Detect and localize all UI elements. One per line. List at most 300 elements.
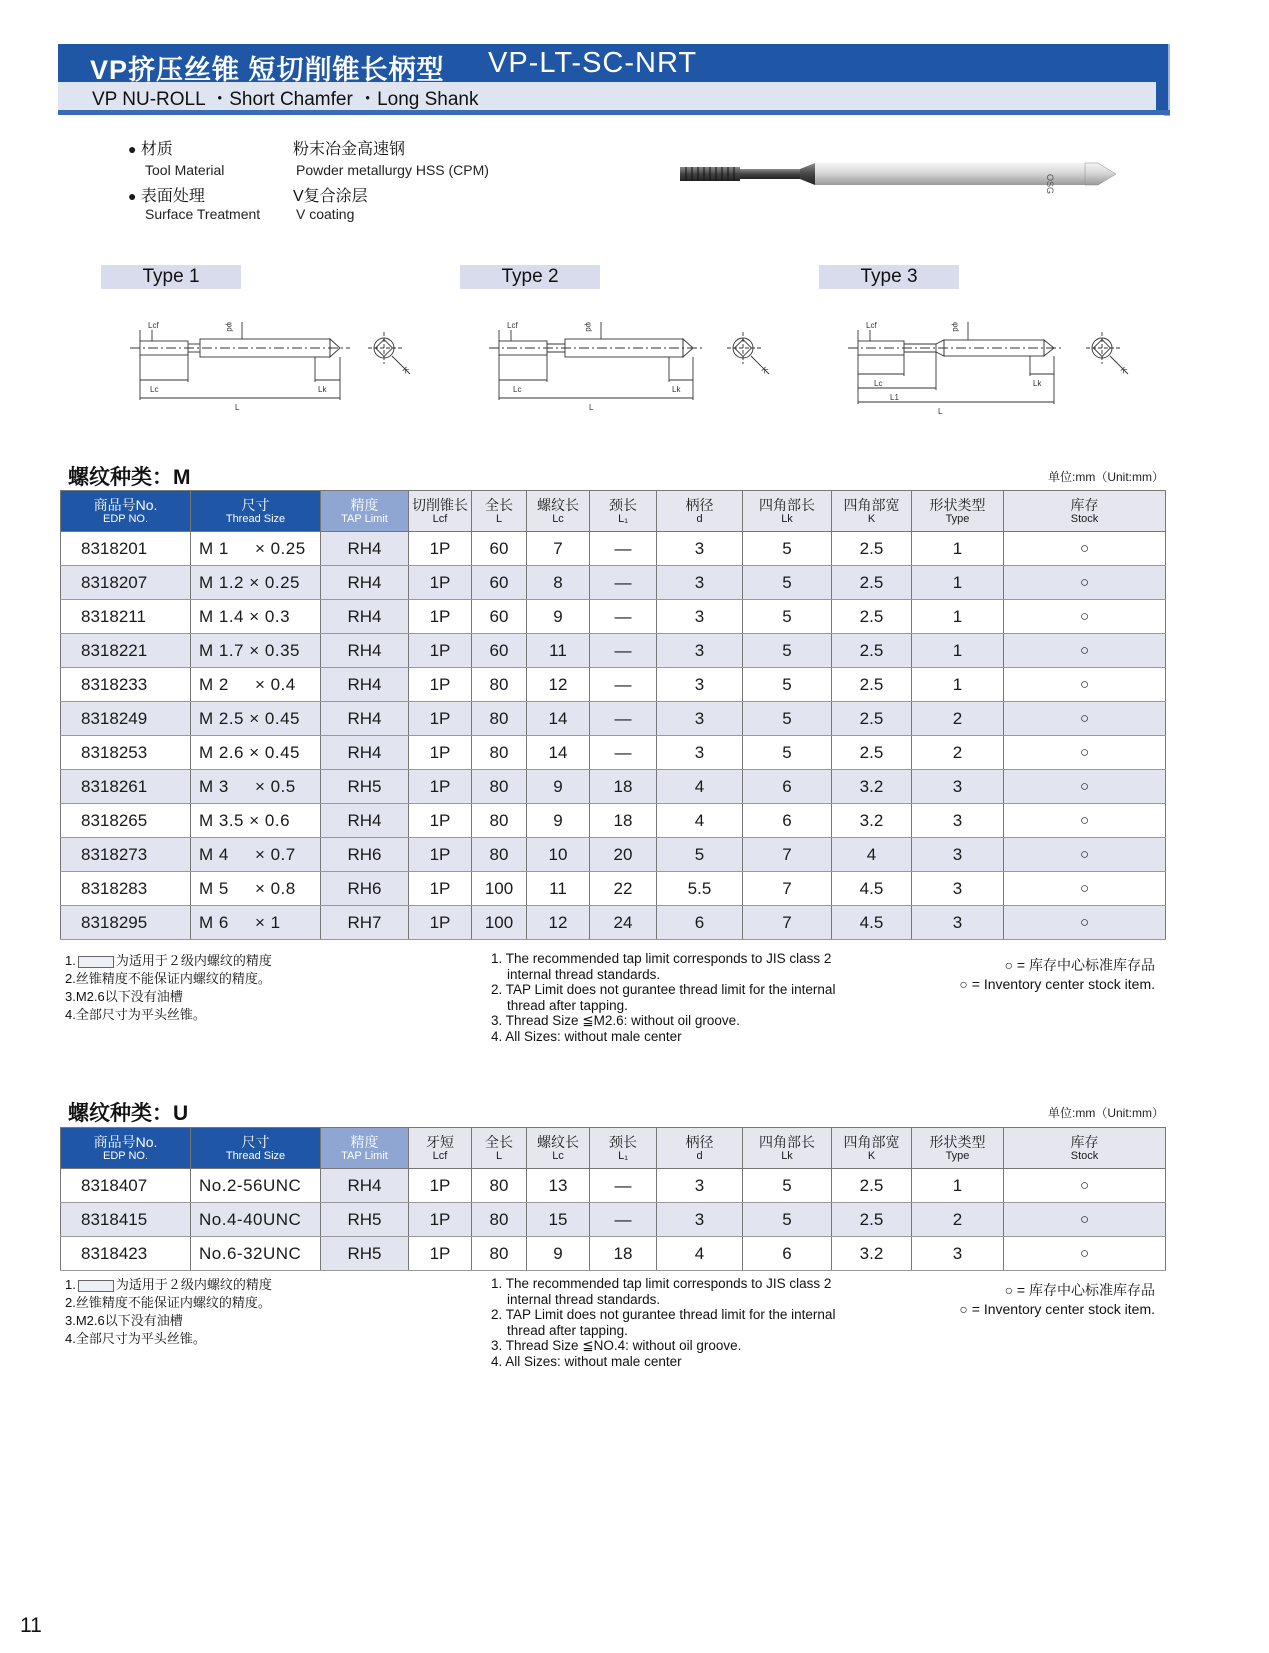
type-3-diagram: [848, 300, 1178, 420]
cell-k: 3.2: [832, 770, 912, 804]
page-number: 11: [20, 1614, 42, 1637]
tool-marking: OSG: [1045, 174, 1055, 195]
table-row: [61, 1203, 1166, 1237]
cell-l1: 20: [590, 838, 657, 872]
cell-tap-limit: RH4: [321, 532, 409, 566]
cell-tap-limit: RH6: [321, 872, 409, 906]
cell-l: 80: [472, 1237, 527, 1271]
stock-legend-en: ○ = Inventory center stock item.: [959, 1301, 1155, 1317]
cell-lc: 11: [527, 634, 590, 668]
cell-thread-size: M 3 × 0.5: [191, 770, 321, 804]
cell-edp: 8318207: [61, 566, 191, 600]
note-en: internal thread standards.: [507, 1291, 661, 1307]
cell-k: 2.5: [832, 668, 912, 702]
table-row: [61, 1169, 1166, 1203]
col-lk: 四角部长 Lk: [743, 1128, 832, 1169]
col-stock: 库存 Stock: [1004, 491, 1166, 532]
cell-lc: 11: [527, 872, 590, 906]
spec-label-en: Surface Treatment: [145, 206, 261, 222]
cell-d: 3: [657, 600, 743, 634]
cell-thread-size: M 6 × 1: [191, 906, 321, 940]
spec-value-cn: V复合涂层: [293, 188, 368, 205]
dim-lk: Lk: [672, 385, 681, 394]
note-cn: 1. 为适用于２级内螺纹的精度: [65, 953, 272, 968]
cell-tap-limit: RH6: [321, 838, 409, 872]
col-edp: 商品号No. EDP NO.: [61, 491, 191, 532]
col-d: 柄径 d: [657, 1128, 743, 1169]
cell-lcf: 1P: [409, 906, 472, 940]
table-body: [61, 532, 1166, 940]
cell-stock: ○: [1004, 770, 1166, 804]
cell-d: 6: [657, 906, 743, 940]
note-cn: 3.M2.6以下没有油槽: [65, 989, 183, 1004]
dim-l1: L1: [890, 393, 899, 402]
cell-l1: —: [590, 702, 657, 736]
spec-value-cn: 粉末冶金高速钢: [293, 141, 406, 158]
table-header-row: [61, 491, 1166, 532]
cell-tap-limit: RH4: [321, 736, 409, 770]
dim-d: φd: [584, 322, 593, 332]
table-body: [61, 1169, 1166, 1271]
note-en: 3. Thread Size ≦NO.4: without oil groove.: [491, 1338, 742, 1353]
note-cn: 4.全部尺寸为平头丝锥。: [65, 1331, 206, 1346]
table-row: [61, 906, 1166, 940]
cell-lc: 8: [527, 566, 590, 600]
notes-cn-u: [65, 1276, 272, 1348]
cell-lk: 7: [743, 838, 832, 872]
dim-k: K: [1118, 365, 1129, 376]
cell-stock: ○: [1004, 872, 1166, 906]
dim-lcf: Lcf: [866, 321, 877, 330]
cell-l1: 18: [590, 1237, 657, 1271]
cell-lk: 5: [743, 1169, 832, 1203]
dim-lc: Lc: [874, 379, 883, 388]
dim-lk: Lk: [1033, 379, 1042, 388]
cell-lk: 5: [743, 532, 832, 566]
cell-lk: 5: [743, 1203, 832, 1237]
cell-l1: —: [590, 668, 657, 702]
dim-l: L: [235, 403, 240, 412]
cell-lc: 13: [527, 1169, 590, 1203]
cell-tap-limit: RH5: [321, 1203, 409, 1237]
cell-l: 100: [472, 872, 527, 906]
page-subtitle: VP NU-ROLL ・Short Chamfer ・Long Shank: [92, 89, 479, 110]
note-en: internal thread standards.: [507, 966, 661, 982]
cell-l1: —: [590, 1203, 657, 1237]
cell-l: 80: [472, 1203, 527, 1237]
cell-k: 2.5: [832, 600, 912, 634]
cell-thread-size: M 1 × 0.25: [191, 532, 321, 566]
cell-d: 3: [657, 634, 743, 668]
cell-lc: 9: [527, 804, 590, 838]
type-1-label: Type 1: [101, 265, 241, 289]
cell-type: 3: [912, 1237, 1004, 1271]
bullet-icon: ●: [128, 188, 137, 204]
cell-l1: —: [590, 566, 657, 600]
type-2-label: Type 2: [460, 265, 600, 289]
dim-d: φd: [951, 322, 960, 332]
cell-d: 3: [657, 1169, 743, 1203]
bullet-icon: ●: [128, 141, 137, 157]
col-type: 形状类型 Type: [912, 491, 1004, 532]
cell-thread-size: No.4-40UNC: [191, 1203, 321, 1237]
table-row: [61, 1237, 1166, 1271]
table-row: [61, 634, 1166, 668]
cell-d: 3: [657, 566, 743, 600]
cell-l1: 18: [590, 804, 657, 838]
cell-k: 2.5: [832, 736, 912, 770]
cell-l: 80: [472, 1169, 527, 1203]
type-1-diagram: [130, 300, 460, 420]
cell-edp: 8318265: [61, 804, 191, 838]
cell-lk: 5: [743, 702, 832, 736]
col-l: 全长 L: [472, 491, 527, 532]
cell-lcf: 1P: [409, 532, 472, 566]
spec-value-en: Powder metallurgy HSS (CPM): [296, 162, 489, 178]
table-row: [61, 838, 1166, 872]
cell-d: 4: [657, 770, 743, 804]
cell-stock: ○: [1004, 634, 1166, 668]
cell-type: 1: [912, 668, 1004, 702]
stock-legend-cn: ○ = 库存中心标准库存品: [1004, 1282, 1155, 1298]
cell-tap-limit: RH5: [321, 770, 409, 804]
cell-l: 60: [472, 566, 527, 600]
tap-tool-image: [680, 155, 1120, 195]
note-en: thread after tapping.: [507, 1322, 628, 1338]
cell-stock: ○: [1004, 838, 1166, 872]
col-edp: 商品号No. EDP NO.: [61, 1128, 191, 1169]
col-k: 四角部宽 K: [832, 1128, 912, 1169]
col-l: 全长 L: [472, 1128, 527, 1169]
col-lcf: 切削锥长 Lcf: [409, 491, 472, 532]
product-code: VP-LT-SC-NRT: [488, 47, 698, 79]
cell-type: 2: [912, 702, 1004, 736]
cell-lk: 6: [743, 1237, 832, 1271]
cell-lk: 5: [743, 600, 832, 634]
col-tap-limit: 精度 TAP Limit: [321, 491, 409, 532]
dim-l: L: [938, 407, 943, 416]
table-row: [61, 804, 1166, 838]
col-thread-size: 尺寸 Thread Size: [191, 1128, 321, 1169]
cell-lcf: 1P: [409, 1237, 472, 1271]
section-title-m: 螺纹种类：M: [68, 466, 191, 489]
cell-edp: 8318283: [61, 872, 191, 906]
table-row: [61, 532, 1166, 566]
cell-type: 1: [912, 634, 1004, 668]
cell-type: 2: [912, 1203, 1004, 1237]
cell-l: 80: [472, 838, 527, 872]
cell-l1: —: [590, 736, 657, 770]
cell-edp: 8318407: [61, 1169, 191, 1203]
unit-label: 单位:mm（Unit:mm）: [1048, 1106, 1164, 1120]
cell-lcf: 1P: [409, 702, 472, 736]
type-3-label: Type 3: [819, 265, 959, 289]
cell-lk: 7: [743, 872, 832, 906]
table-header-row: [61, 1128, 1166, 1169]
cell-edp: 8318233: [61, 668, 191, 702]
table-row: [61, 872, 1166, 906]
cell-type: 1: [912, 1169, 1004, 1203]
cell-stock: ○: [1004, 600, 1166, 634]
cell-lk: 5: [743, 566, 832, 600]
col-d: 柄径 d: [657, 491, 743, 532]
cell-stock: ○: [1004, 702, 1166, 736]
unit-label: 单位:mm（Unit:mm）: [1048, 470, 1164, 484]
table-row: [61, 770, 1166, 804]
cell-lcf: 1P: [409, 1169, 472, 1203]
cell-d: 3: [657, 1203, 743, 1237]
cell-tap-limit: RH4: [321, 702, 409, 736]
dim-lk: Lk: [318, 385, 327, 394]
cell-l: 80: [472, 702, 527, 736]
cell-l: 100: [472, 906, 527, 940]
notes-cn-m: [65, 952, 272, 1024]
dim-d: φd: [225, 322, 234, 332]
col-stock: 库存 Stock: [1004, 1128, 1166, 1169]
cell-lk: 7: [743, 906, 832, 940]
dim-k: K: [759, 365, 770, 376]
cell-edp: 8318423: [61, 1237, 191, 1271]
cell-lk: 5: [743, 736, 832, 770]
col-lc: 螺纹长 Lc: [527, 491, 590, 532]
cell-thread-size: M 1.2 × 0.25: [191, 566, 321, 600]
cell-tap-limit: RH7: [321, 906, 409, 940]
cell-l: 80: [472, 668, 527, 702]
cell-l1: 18: [590, 770, 657, 804]
cell-l1: 24: [590, 906, 657, 940]
cell-edp: 8318261: [61, 770, 191, 804]
cell-d: 3: [657, 702, 743, 736]
spec-surface: [128, 183, 205, 206]
col-l1: 颈长 L₁: [590, 491, 657, 532]
cell-edp: 8318253: [61, 736, 191, 770]
cell-lc: 10: [527, 838, 590, 872]
cell-lcf: 1P: [409, 838, 472, 872]
note-cn: 2.丝锥精度不能保证内螺纹的精度。: [65, 1295, 271, 1310]
col-k: 四角部宽 K: [832, 491, 912, 532]
page-title-cn: VP挤压丝锥 短切削锥长柄型: [90, 55, 445, 85]
cell-lcf: 1P: [409, 634, 472, 668]
notes-en-u: [491, 1276, 835, 1369]
cell-type: 3: [912, 838, 1004, 872]
cell-stock: ○: [1004, 906, 1166, 940]
cell-type: 1: [912, 566, 1004, 600]
cell-edp: 8318249: [61, 702, 191, 736]
cell-l: 60: [472, 532, 527, 566]
table-row: [61, 736, 1166, 770]
cell-k: 3.2: [832, 804, 912, 838]
note-cn: 4.全部尺寸为平头丝锥。: [65, 1007, 206, 1022]
cell-tap-limit: RH4: [321, 1169, 409, 1203]
cell-k: 3.2: [832, 1237, 912, 1271]
table-row: [61, 668, 1166, 702]
cell-l: 60: [472, 600, 527, 634]
cell-lc: 14: [527, 702, 590, 736]
cell-type: 3: [912, 770, 1004, 804]
cell-d: 4: [657, 1237, 743, 1271]
tolerance-swatch: [78, 1280, 114, 1292]
cell-k: 2.5: [832, 702, 912, 736]
cell-lk: 6: [743, 770, 832, 804]
cell-thread-size: No.2-56UNC: [191, 1169, 321, 1203]
note-en: 4. All Sizes: without male center: [491, 1353, 682, 1369]
cell-thread-size: M 2.5 × 0.45: [191, 702, 321, 736]
note-en: 2. TAP Limit does not gurantee thread limit for the internal: [491, 1307, 836, 1322]
cell-lc: 12: [527, 668, 590, 702]
cell-tap-limit: RH4: [321, 804, 409, 838]
spec-label-cn: 表面处理: [140, 188, 205, 205]
col-lc: 螺纹长 Lc: [527, 1128, 590, 1169]
cell-lcf: 1P: [409, 770, 472, 804]
cell-edp: 8318415: [61, 1203, 191, 1237]
cell-lcf: 1P: [409, 1203, 472, 1237]
note-en: 1. The recommended tap limit corresponds to JIS class 2: [491, 1276, 832, 1291]
cell-k: 2.5: [832, 1169, 912, 1203]
note-en: 4. All Sizes: without male center: [491, 1028, 682, 1044]
cell-thread-size: M 5 × 0.8: [191, 872, 321, 906]
spec-table-m: [60, 490, 1166, 940]
dim-lc: Lc: [513, 385, 522, 394]
table-row: [61, 600, 1166, 634]
cell-d: 3: [657, 532, 743, 566]
cell-stock: ○: [1004, 804, 1166, 838]
cell-tap-limit: RH4: [321, 566, 409, 600]
cell-d: 5: [657, 838, 743, 872]
note-en: 1. The recommended tap limit corresponds to JIS class 2: [491, 951, 832, 966]
cell-stock: ○: [1004, 1169, 1166, 1203]
cell-lcf: 1P: [409, 668, 472, 702]
dim-l: L: [589, 403, 594, 412]
cell-lc: 7: [527, 532, 590, 566]
stock-legend-en: ○ = Inventory center stock item.: [959, 976, 1155, 992]
cell-lk: 5: [743, 668, 832, 702]
cell-k: 4.5: [832, 872, 912, 906]
cell-type: 1: [912, 600, 1004, 634]
spec-table-u: [60, 1127, 1166, 1271]
cell-thread-size: M 2.6 × 0.45: [191, 736, 321, 770]
cell-edp: 8318273: [61, 838, 191, 872]
cell-edp: 8318211: [61, 600, 191, 634]
section-title-u: 螺纹种类：U: [68, 1102, 189, 1125]
stock-legend-u: [959, 1281, 1155, 1319]
cell-edp: 8318201: [61, 532, 191, 566]
cell-thread-size: M 1.7 × 0.35: [191, 634, 321, 668]
notes-en-m: [491, 951, 835, 1044]
cell-thread-size: M 4 × 0.7: [191, 838, 321, 872]
col-lcf: 牙短 Lcf: [409, 1128, 472, 1169]
cell-thread-size: M 3.5 × 0.6: [191, 804, 321, 838]
cell-k: 4.5: [832, 906, 912, 940]
cell-d: 3: [657, 668, 743, 702]
cell-type: 3: [912, 906, 1004, 940]
cell-thread-size: No.6-32UNC: [191, 1237, 321, 1271]
cell-l: 80: [472, 736, 527, 770]
spec-material: [128, 136, 173, 159]
cell-edp: 8318221: [61, 634, 191, 668]
cell-k: 2.5: [832, 1203, 912, 1237]
note-cn: 1. 为适用于２级内螺纹的精度: [65, 1277, 272, 1292]
cell-l1: —: [590, 532, 657, 566]
cell-thread-size: M 1.4 × 0.3: [191, 600, 321, 634]
spec-label-en: Tool Material: [145, 162, 225, 178]
note-en: 2. TAP Limit does not gurantee thread limit for the internal: [491, 982, 836, 997]
col-l1: 颈长 L₁: [590, 1128, 657, 1169]
cell-d: 4: [657, 804, 743, 838]
note-en: 3. Thread Size ≦M2.6: without oil groove.: [491, 1013, 740, 1028]
table-row: [61, 566, 1166, 600]
spec-value-en: V coating: [296, 206, 355, 222]
cell-lc: 15: [527, 1203, 590, 1237]
cell-l1: —: [590, 1169, 657, 1203]
cell-tap-limit: RH4: [321, 600, 409, 634]
cell-lk: 5: [743, 634, 832, 668]
tolerance-swatch: [78, 956, 114, 968]
cell-k: 2.5: [832, 532, 912, 566]
cell-l: 80: [472, 770, 527, 804]
cell-lcf: 1P: [409, 566, 472, 600]
cell-l1: —: [590, 634, 657, 668]
cell-stock: ○: [1004, 1237, 1166, 1271]
cell-lc: 9: [527, 770, 590, 804]
cell-edp: 8318295: [61, 906, 191, 940]
stock-legend-cn: ○ = 库存中心标准库存品: [1004, 957, 1155, 973]
note-en: thread after tapping.: [507, 997, 628, 1013]
cell-l: 60: [472, 634, 527, 668]
cell-stock: ○: [1004, 668, 1166, 702]
col-type: 形状类型 Type: [912, 1128, 1004, 1169]
cell-lcf: 1P: [409, 600, 472, 634]
cell-d: 5.5: [657, 872, 743, 906]
cell-type: 3: [912, 872, 1004, 906]
cell-lcf: 1P: [409, 736, 472, 770]
cell-k: 4: [832, 838, 912, 872]
col-thread-size: 尺寸 Thread Size: [191, 491, 321, 532]
cell-tap-limit: RH5: [321, 1237, 409, 1271]
stock-legend-m: [959, 956, 1155, 994]
dim-lcf: Lcf: [507, 321, 518, 330]
col-tap-limit: 精度 TAP Limit: [321, 1128, 409, 1169]
cell-stock: ○: [1004, 736, 1166, 770]
dim-k: K: [400, 365, 411, 376]
dim-lcf: Lcf: [148, 321, 159, 330]
cell-l1: —: [590, 600, 657, 634]
cell-k: 2.5: [832, 634, 912, 668]
cell-stock: ○: [1004, 566, 1166, 600]
cell-lc: 14: [527, 736, 590, 770]
cell-lk: 6: [743, 804, 832, 838]
cell-tap-limit: RH4: [321, 668, 409, 702]
dim-lc: Lc: [150, 385, 159, 394]
cell-lc: 9: [527, 600, 590, 634]
note-cn: 2.丝锥精度不能保证内螺纹的精度。: [65, 971, 271, 986]
cell-d: 3: [657, 736, 743, 770]
cell-type: 2: [912, 736, 1004, 770]
cell-l1: 22: [590, 872, 657, 906]
spec-label-cn: 材质: [140, 141, 173, 158]
cell-stock: ○: [1004, 1203, 1166, 1237]
cell-tap-limit: RH4: [321, 634, 409, 668]
note-cn: 3.M2.6以下没有油槽: [65, 1313, 183, 1328]
cell-lcf: 1P: [409, 804, 472, 838]
cell-stock: ○: [1004, 532, 1166, 566]
cell-lc: 9: [527, 1237, 590, 1271]
cell-k: 2.5: [832, 566, 912, 600]
cell-l: 80: [472, 804, 527, 838]
cell-thread-size: M 2 × 0.4: [191, 668, 321, 702]
cell-lcf: 1P: [409, 872, 472, 906]
type-2-diagram: [489, 300, 819, 420]
cell-type: 1: [912, 532, 1004, 566]
